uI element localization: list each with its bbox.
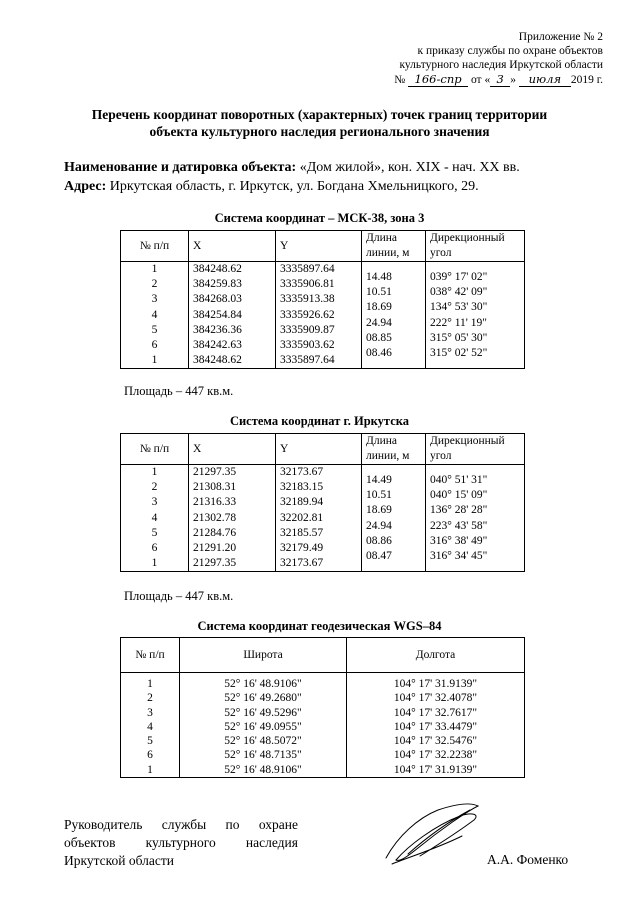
- irk-num: 5: [151, 526, 158, 539]
- wgs-lat: 52° 16' 49.2680": [224, 692, 302, 705]
- object-name-row: [64, 158, 624, 177]
- wgs-header-lon: Долгота: [347, 638, 525, 673]
- msk-length: 14.48: [366, 271, 392, 283]
- appendix-order-line: [303, 72, 603, 87]
- wgs-lon: 104° 17' 33.4479": [393, 720, 478, 733]
- msk-col-y: [276, 262, 362, 369]
- msk-num: 6: [151, 339, 158, 352]
- wgs-body-row: [121, 673, 525, 778]
- msk-angle: 039° 17' 02": [430, 271, 488, 283]
- msk-num: 2: [151, 278, 158, 291]
- irk-col-y: [276, 465, 362, 572]
- irk-x: 21308.31: [193, 481, 237, 494]
- wgs-lon: 104° 17' 31.9139": [393, 763, 478, 776]
- irk-header-row: [121, 434, 525, 465]
- msk-length: 10.51: [366, 286, 392, 299]
- msk-length: 08.85: [366, 331, 392, 344]
- irk-length: 18.69: [366, 504, 392, 517]
- wgs-header-num: № п/п: [121, 638, 180, 673]
- order-year: 2019 г.: [570, 74, 603, 86]
- msk-num: 5: [151, 323, 158, 336]
- irk-length: 14.49: [366, 474, 392, 486]
- msk-num: 1: [151, 354, 158, 367]
- title-line-1: Перечень координат поворотных (характерных) точек границ территории: [91, 107, 548, 122]
- order-number: 166-спр: [408, 72, 468, 87]
- msk-length: 24.94: [366, 316, 392, 329]
- irk-header-num: № п/п: [121, 434, 189, 465]
- irk-header-angle: Дирекционный угол: [426, 434, 525, 465]
- msk-area: Площадь – 447 кв.м.: [124, 384, 234, 398]
- wgs-col-num: [121, 673, 180, 778]
- wgs-col-lat: [180, 673, 347, 778]
- msk-y: 3335909.87: [280, 323, 335, 336]
- wgs-lon: 104° 17' 32.5476": [393, 735, 478, 748]
- irk-x: 21297.35: [193, 466, 237, 478]
- msk-header-length: Длина линии, м: [362, 231, 426, 262]
- irk-y: 32173.67: [280, 557, 324, 570]
- irk-angle: 223° 43' 58": [430, 519, 488, 532]
- msk-header-num: № п/п: [121, 231, 189, 262]
- order-day: 3: [490, 72, 510, 87]
- irk-col-x: [189, 465, 276, 572]
- wgs-lat: 52° 16' 48.5072": [224, 735, 302, 748]
- handwritten-signature: [378, 796, 488, 876]
- irk-col-angle: [426, 465, 525, 572]
- wgs-lon: 104° 17' 31.9139": [393, 678, 478, 690]
- wgs-lon: 104° 17' 32.7617": [393, 706, 478, 719]
- irk-header-x: X: [189, 434, 276, 465]
- irk-angle: 316° 38' 49": [430, 534, 488, 547]
- irk-x: 21297.35: [193, 557, 237, 570]
- msk-caption: Система координат – МСК-38, зона 3: [214, 211, 425, 225]
- msk-x: 384248.62: [193, 354, 242, 367]
- wgs-num: 5: [147, 735, 153, 748]
- irk-table: [120, 433, 525, 572]
- irk-num: 3: [151, 496, 158, 509]
- irk-angle: 316° 34' 45": [430, 550, 488, 563]
- wgs-num: 2: [147, 692, 153, 705]
- irk-angle: 136° 28' 28": [430, 504, 488, 517]
- msk-header-row: [121, 231, 525, 262]
- object-address-value: Иркутская область, г. Иркутск, ул. Богдана Хмельницкого, 29.: [109, 179, 479, 194]
- irk-col-length: [362, 465, 426, 572]
- msk-y: 3335913.38: [280, 293, 335, 306]
- irk-y: 32179.49: [280, 542, 324, 555]
- appendix-line-2: к приказу службы по охране объектов: [417, 45, 603, 57]
- wgs-lat: 52° 16' 49.5296": [224, 706, 302, 719]
- irk-num: 1: [151, 466, 158, 478]
- msk-col-x: [189, 262, 276, 369]
- signatory-line-3: Иркутской области: [64, 853, 175, 868]
- msk-x: 384268.03: [193, 293, 242, 306]
- msk-y: 3335906.81: [280, 278, 335, 291]
- object-address-label: Адрес:: [64, 179, 107, 194]
- msk-angle: 315° 05' 30": [430, 331, 488, 344]
- irk-num: 4: [151, 511, 158, 524]
- msk-col-angle: [426, 262, 525, 369]
- wgs-lat: 52° 16' 48.7135": [224, 749, 302, 762]
- irk-angle: 040° 15' 09": [430, 489, 488, 502]
- wgs-lat: 52° 16' 49.0955": [224, 720, 302, 733]
- order-date-from: от «: [470, 74, 491, 86]
- wgs-header-row: [121, 638, 525, 673]
- irk-num: 1: [151, 557, 158, 570]
- msk-num: 3: [151, 293, 158, 306]
- msk-angle: 038° 42' 09": [430, 286, 488, 299]
- appendix-line-1: Приложение № 2: [518, 31, 603, 43]
- wgs-lon: 104° 17' 32.4078": [393, 692, 478, 705]
- signatory-line-1: Руководитель службы по охране: [64, 817, 298, 832]
- irk-caption: Система координат г. Иркутска: [229, 414, 410, 428]
- irk-y: 32189.94: [280, 496, 324, 509]
- msk-num: 1: [151, 263, 158, 275]
- wgs-lon: 104° 17' 32.2238": [393, 749, 478, 762]
- irk-x: 21316.33: [193, 496, 237, 509]
- order-quote-close: »: [510, 74, 516, 86]
- wgs-num: 6: [147, 749, 153, 762]
- msk-angle: 134° 53' 30": [430, 301, 488, 314]
- msk-header-x: X: [189, 231, 276, 262]
- document-title: [0, 106, 639, 140]
- msk-y: 3335897.64: [280, 263, 335, 275]
- msk-col-num: [121, 262, 189, 369]
- msk-table: [120, 230, 525, 369]
- signatory-position: [64, 816, 298, 870]
- msk-length: 18.69: [366, 301, 392, 314]
- signatory-name: А.А. Фоменко: [487, 852, 569, 867]
- irk-num: 2: [151, 481, 158, 494]
- irk-header-y: Y: [276, 434, 362, 465]
- wgs-caption: Система координат геодезическая WGS–84: [197, 619, 442, 633]
- object-name-value: «Дом жилой», кон. XIX - нач. XX вв.: [299, 160, 520, 175]
- irk-length: 10.51: [366, 489, 392, 502]
- msk-num: 4: [151, 308, 158, 321]
- msk-x: 384242.63: [193, 339, 242, 352]
- msk-angle: 315° 02' 52": [430, 347, 488, 360]
- wgs-col-lon: [347, 673, 525, 778]
- irk-body-row: [121, 465, 525, 572]
- irk-y: 32183.15: [280, 481, 324, 494]
- appendix-block: [303, 30, 603, 87]
- msk-x: 384254.84: [193, 308, 242, 321]
- wgs-num: 3: [147, 706, 153, 719]
- msk-y: 3335897.64: [280, 354, 335, 367]
- irk-x: 21302.78: [193, 511, 237, 524]
- irk-col-num: [121, 465, 189, 572]
- wgs-header-lat: Широта: [180, 638, 347, 673]
- msk-x: 384236.36: [193, 323, 242, 336]
- irk-num: 6: [151, 542, 158, 555]
- appendix-line-3: культурного наследия Иркутской области: [399, 59, 603, 71]
- msk-y: 3335926.62: [280, 308, 335, 321]
- irk-angle: 040° 51' 31": [430, 474, 488, 486]
- object-info: [64, 158, 624, 196]
- msk-body-row: [121, 262, 525, 369]
- msk-y: 3335903.62: [280, 339, 335, 352]
- wgs-lat: 52° 16' 48.9106": [224, 763, 302, 776]
- irk-area: Площадь – 447 кв.м.: [124, 589, 234, 603]
- msk-header-angle: Дирекционный угол: [426, 231, 525, 262]
- wgs-num: 1: [147, 678, 153, 690]
- irk-x: 21291.20: [193, 542, 237, 555]
- msk-angle: 222° 11' 19": [430, 316, 487, 329]
- irk-header-length: Длина линии, м: [362, 434, 426, 465]
- msk-header-y: Y: [276, 231, 362, 262]
- irk-y: 32202.81: [280, 511, 324, 524]
- wgs-num: 1: [147, 763, 153, 776]
- object-address-row: [64, 177, 624, 196]
- irk-y: 32185.57: [280, 526, 324, 539]
- order-month: июля: [519, 72, 571, 87]
- irk-length: 24.94: [366, 519, 392, 532]
- wgs-table: [120, 637, 525, 778]
- msk-x: 384259.83: [193, 278, 242, 291]
- msk-col-length: [362, 262, 426, 369]
- title-line-2: объекта культурного наследия регионального значения: [149, 124, 490, 139]
- irk-x: 21284.76: [193, 526, 237, 539]
- signatory-line-2: объектов культурного наследия: [64, 835, 298, 850]
- msk-length: 08.46: [366, 347, 392, 360]
- wgs-num: 4: [147, 720, 153, 733]
- msk-x: 384248.62: [193, 263, 242, 275]
- irk-length: 08.47: [366, 550, 392, 563]
- wgs-lat: 52° 16' 48.9106": [224, 678, 302, 690]
- order-number-label: №: [394, 74, 406, 86]
- irk-y: 32173.67: [280, 466, 324, 478]
- irk-length: 08.86: [366, 534, 392, 547]
- object-name-label: Наименование и датировка объекта:: [64, 160, 297, 175]
